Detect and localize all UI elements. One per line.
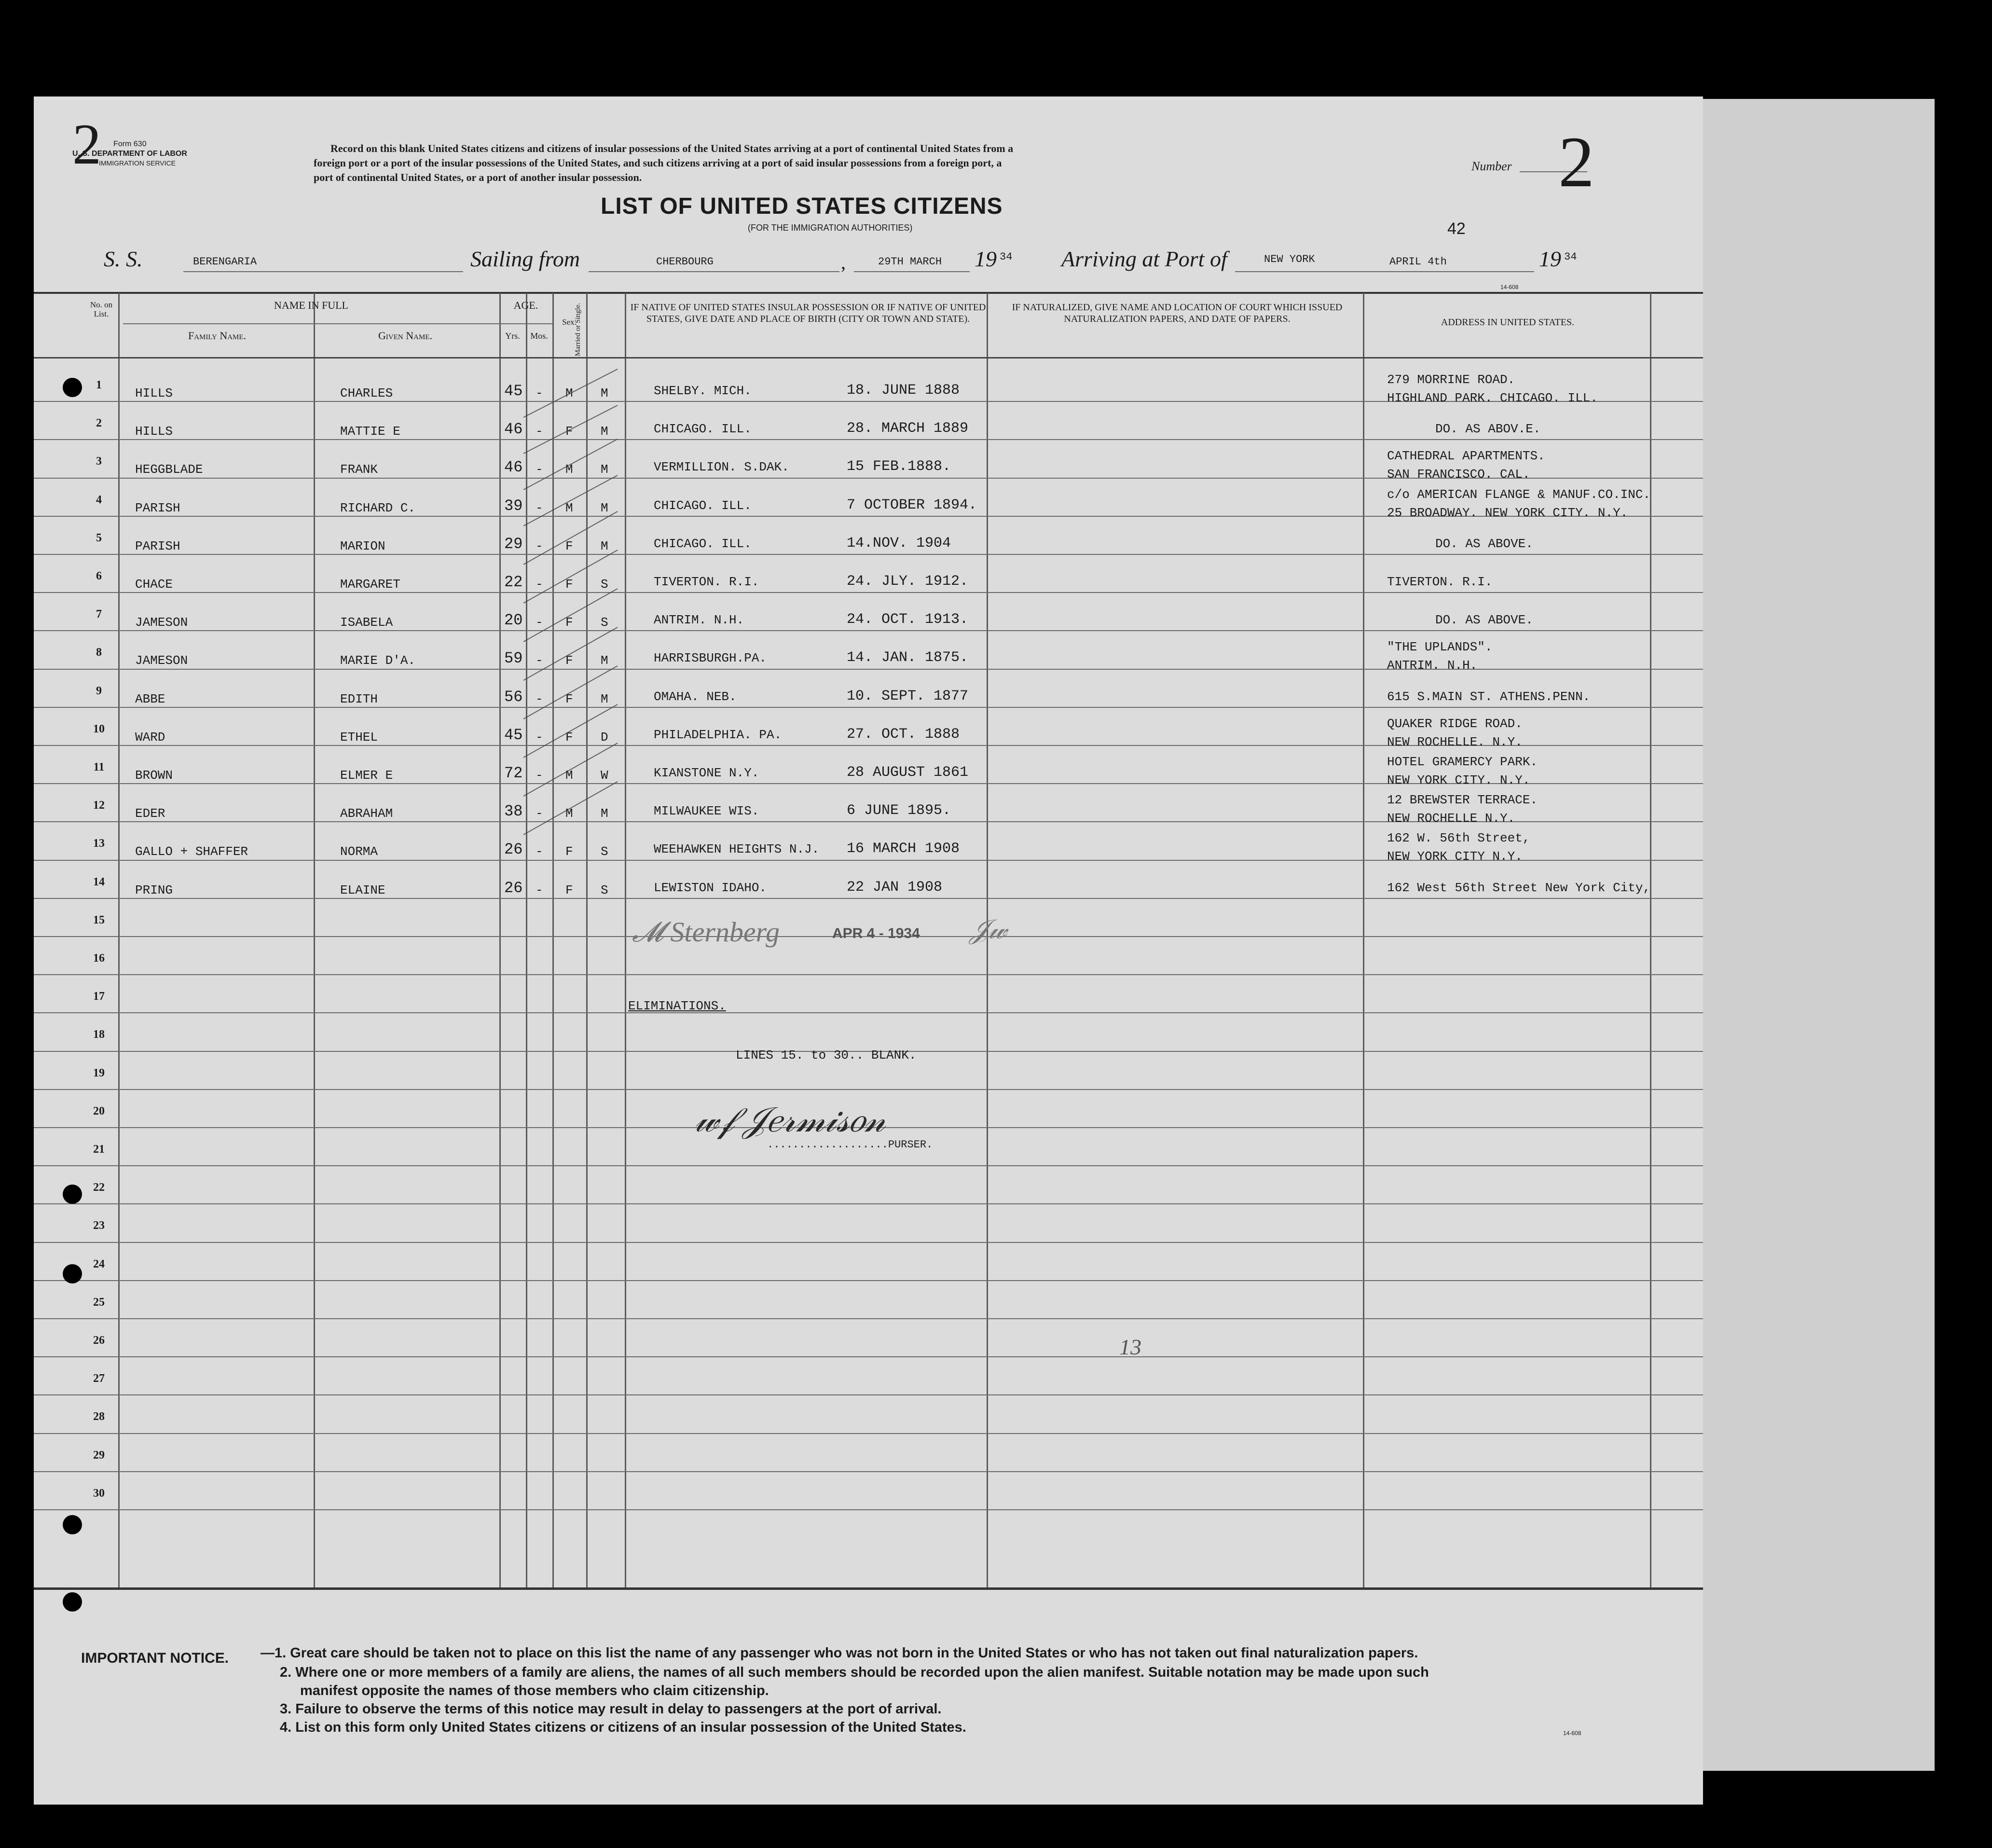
sex: F [565,424,573,439]
line-number: 6 [96,570,102,582]
row-rule [34,1509,1703,1510]
birth-date: 28. MARCH 1889 [847,420,969,437]
sailing-from-label: Sailing from [470,247,580,271]
given-name: MARIE D'A. [340,653,416,668]
row-rule [34,1280,1703,1281]
birth-date: 10. SEPT. 1877 [847,688,969,704]
form-number: Form 630 [113,140,147,148]
header-bottom-rule [34,357,1703,359]
marital-status: S [601,844,608,859]
given-name: ETHEL [340,730,378,745]
line-number: 21 [93,1143,105,1156]
age-years: 38 [504,802,523,821]
year-prefix-1: 19 [975,247,997,271]
marital-status: S [601,615,608,630]
given-name: ABRAHAM [340,806,393,821]
birth-place: OMAHA. NEB. [654,689,737,704]
age-years: 72 [504,764,523,782]
family-name: PARISH [135,538,180,553]
line-number: 3 [96,455,102,468]
line-number: 9 [96,684,102,697]
notice-item-2a: 2. Where one or more members of a family are aliens, the names of all such members should be recorded upon the alien manifest. Suitable notation may be made upon such [280,1665,1429,1680]
age-years: 26 [504,841,523,859]
age-months: - [536,500,543,515]
address-line: 279 MORRINE ROAD. [1387,372,1515,387]
sex: M [565,386,573,400]
page-number: 13 [1119,1335,1141,1359]
address-line: 162 West 56th Street New York City, [1387,880,1651,895]
line-number: 24 [93,1257,105,1270]
address-line: DO. AS ABOVE. [1435,536,1533,551]
line-number: 2 [96,417,102,430]
handwritten-number-left: 2 [72,112,101,176]
age-months: - [536,730,543,745]
row-rule [34,1165,1703,1166]
row-rule [34,630,1703,631]
age-years: 22 [504,573,523,591]
sex: F [565,538,573,553]
purser-signature: 𝓌𝒻 𝒥𝑒𝓇𝓂𝒾𝓈𝑜𝓃 [695,1101,886,1139]
eliminations-label: ELIMINATIONS. [628,999,726,1013]
row-rule [34,1089,1703,1090]
family-name: HILLS [135,386,173,400]
punch-hole [63,378,82,397]
age-months: - [536,691,543,706]
manifest-sheet [34,97,1703,1805]
line-number: 19 [93,1066,105,1079]
sex: F [565,577,573,592]
address-line: DO. AS ABOVE. [1435,613,1533,628]
birth-date: 24. JLY. 1912. [847,573,969,590]
column-rule [314,293,315,1587]
birth-date: 27. OCT. 1888 [847,726,960,743]
instructions-line-2: foreign port or a port of the insular possessions of the United States, and such citizens arriving at a port of said insular possessions from a foreign port, a [314,157,1002,169]
arrival-stamp: APR 4 - 1934 [832,925,920,941]
arriving-label: Arriving at Port of [1061,247,1227,271]
address-line: "THE UPLANDS". [1387,640,1493,655]
given-name: ELAINE [340,883,385,897]
arrival-date: APRIL 4th [1389,256,1447,268]
age-months: - [536,768,543,783]
given-name: ISABELA [340,615,393,630]
address-line: HIGHLAND PARK. CHICAGO. ILL. [1387,391,1598,405]
address-line: HOTEL GRAMERCY PARK. [1387,755,1538,769]
marital-status: M [601,462,608,477]
age-years: 20 [504,611,523,630]
line-number: 12 [93,799,105,812]
age-years: 56 [504,688,523,706]
address-line: c/o AMERICAN FLANGE & MANUF.CO.INC. [1387,487,1651,502]
row-rule [34,1471,1703,1472]
birth-place: ANTRIM. N.H. [654,613,744,628]
column-rule [1363,293,1364,1587]
arrival-line [1235,271,1534,272]
row-rule [34,1318,1703,1319]
given-name: RICHARD C. [340,500,416,515]
ship-name: BERENGARIA [193,256,257,268]
birth-place: SHELBY. MICH. [654,384,752,398]
birth-place: CHICAGO. ILL. [654,498,752,513]
address-line: NEW ROCHELLE N.Y. [1387,811,1515,826]
address-line: ANTRIM. N.H. [1387,658,1478,673]
birth-place: CHICAGO. ILL. [654,536,752,551]
age-months: - [536,538,543,553]
birth-place: PHILADELPHIA. PA. [654,727,782,742]
sex: F [565,730,573,745]
notice-item-4: 4. List on this form only United States citizens or citizens of an insular possession of the United States. [280,1720,966,1735]
marital-status: S [601,577,608,592]
sex: M [565,500,573,515]
line-number: 28 [93,1410,105,1423]
birth-place: VERMILLION. S.DAK. [654,460,789,475]
sex: F [565,883,573,897]
column-rule [499,293,501,1587]
number-label: Number [1471,159,1512,173]
given-name: FRANK [340,462,378,477]
family-name: GALLO + SHAFFER [135,844,248,859]
family-name: PARISH [135,500,180,515]
year-prefix-2: 19 [1539,247,1561,271]
birth-place: CHICAGO. ILL. [654,422,752,437]
age-years: 46 [504,420,523,439]
header-years: Yrs. [505,331,520,341]
header-subrule [123,323,552,324]
sailing-year: 34 [1000,251,1013,263]
family-name: BROWN [135,768,173,783]
header-naturalized: IF NATURALIZED, GIVE NAME AND LOCATION OF COURT WHICH ISSUED NATURALIZATION PAPERS, AND DATE OF PAPERS. [1012,302,1343,324]
birth-date: 16 MARCH 1908 [847,841,960,857]
family-name: HILLS [135,424,173,439]
sex: F [565,653,573,668]
header-name-in-full: NAME IN FULL [274,299,348,311]
sailing-port-line [589,271,839,272]
family-name: HEGGBLADE [135,462,203,477]
address-line: SAN FRANCISCO. CAL. [1387,467,1530,482]
form-subtitle: (FOR THE IMMIGRATION AUTHORITIES) [748,223,913,233]
address-line: 615 S.MAIN ST. ATHENS.PENN. [1387,689,1591,704]
punch-hole [63,1515,82,1534]
purser-label: ...................PURSER. [767,1139,933,1151]
given-name: NORMA [340,844,378,859]
sex: F [565,615,573,630]
tally-strokes [521,367,632,873]
family-name: ABBE [135,691,165,706]
address-line: 25 BROADWAY. NEW YORK CITY. N.Y. [1387,505,1628,520]
family-name: CHACE [135,577,173,592]
ss-label: S. S. [104,247,143,271]
age-years: 46 [504,458,523,477]
birth-date: 18. JUNE 1888 [847,382,960,399]
header-native-birth: IF NATIVE OF UNITED STATES INSULAR POSSESSION OR IF NATIVE OF UNITED STATES, GIVE DATE AND PLACE OF BIRTH (CITY OR TOWN AND STATE). [630,302,986,324]
birth-date: 28 AUGUST 1861 [847,764,969,781]
birth-date: 22 JAN 1908 [847,879,943,896]
address-line: 162 W. 56th Street, [1387,831,1530,846]
line-number: 11 [93,761,105,773]
row-rule [34,592,1703,593]
page-mark: 42 [1447,220,1466,238]
birth-place: WEEHAWKEN HEIGHTS N.J. [654,842,820,857]
birth-date: 24. OCT. 1913. [847,611,969,628]
birth-place: HARRISBURGH.PA. [654,651,767,666]
next-page-edge [1703,99,1935,1771]
header-age: AGE. [513,299,538,311]
instructions-line-3: port of continental United States, or a port of another insular possession. [314,171,642,183]
row-rule [34,1356,1703,1357]
stamp-signature: 𝓜 Sternberg [632,916,780,948]
marital-status: S [601,883,608,897]
arrival-port: NEW YORK [1264,253,1315,265]
birth-place: KIANSTONE N.Y. [654,766,759,780]
address-line: NEW ROCHELLE. N.Y. [1387,734,1523,749]
line-number: 17 [93,990,105,1003]
marital-status: M [601,538,608,553]
header-no: No. on List. [90,300,113,318]
age-months: - [536,615,543,630]
age-months: - [536,424,543,439]
given-name: EDITH [340,691,378,706]
row-rule [34,1394,1703,1395]
table-bottom-rule [34,1587,1703,1590]
given-name: ELMER E [340,768,393,783]
age-months: - [536,462,543,477]
line-number: 30 [93,1487,105,1500]
department: U. S. DEPARTMENT OF LABOR [72,150,187,158]
age-years: 45 [504,382,523,400]
marital-status: W [601,768,608,783]
line-number: 25 [93,1296,105,1309]
address-line: TIVERTON. R.I. [1387,575,1493,589]
sex: M [565,462,573,477]
line-number: 10 [93,722,105,735]
row-rule [34,1242,1703,1243]
row-rule [34,707,1703,708]
service: IMMIGRATION SERVICE [99,159,176,167]
row-rule [34,1433,1703,1434]
given-name: CHARLES [340,386,393,400]
given-name: MARGARET [340,577,400,592]
family-name: JAMESON [135,615,188,630]
sailing-date-line [854,271,970,272]
line-number: 23 [93,1219,105,1232]
birth-place: LEWISTON IDAHO. [654,880,767,895]
notice-item-1: —1. Great care should be taken not to place on this list the name of any passenger who was not born in the United States or who has not taken out final naturalization papers. [261,1645,1418,1661]
sex: M [565,768,573,783]
notice-label: IMPORTANT NOTICE. [81,1650,229,1666]
address-line: QUAKER RIDGE ROAD. [1387,716,1523,731]
notice-item-2b: manifest opposite the names of those members who claim citizenship. [300,1683,769,1698]
family-name: WARD [135,730,165,745]
line-number: 15 [93,913,105,926]
sailing-port: CHERBOURG [656,256,714,268]
birth-date: 15 FEB.1888. [847,458,951,475]
header-months: Mos. [530,331,548,341]
marital-status: M [601,691,608,706]
family-name: PRING [135,883,173,897]
handwritten-number-right: 2 [1558,122,1594,202]
arrival-year: 34 [1564,251,1577,263]
line-number: 8 [96,646,102,659]
notice-item-3: 3. Failure to observe the terms of this notice may result in delay to passengers at the port of arrival. [280,1701,942,1717]
punch-hole [63,1592,82,1612]
age-years: 59 [504,649,523,668]
line-number: 18 [93,1028,105,1041]
line-number: 20 [93,1104,105,1117]
instructions-line-1: Record on this blank United States citizens and citizens of insular possessions of the United States arriving at a port of continental United States from a [330,142,1014,154]
header-given-name: Given Name. [378,330,432,342]
line-number: 7 [96,608,102,621]
address-line: CATHEDRAL APARTMENTS. [1387,449,1545,464]
row-rule [34,554,1703,555]
row-rule [34,1203,1703,1204]
header-subrule [499,323,552,324]
column-rule [118,293,120,1587]
sex: F [565,844,573,859]
age-months: - [536,844,543,859]
comma-1: , [841,251,846,273]
inspector-initials: 𝒥𝓌 [970,915,1007,945]
birth-date: 14. JAN. 1875. [847,649,969,666]
punch-hole [63,1185,82,1204]
address-line: NEW YORK CITY N.Y. [1387,849,1523,864]
birth-date: 14.NOV. 1904 [847,535,951,552]
row-rule [34,898,1703,899]
age-months: - [536,653,543,668]
age-months: - [536,577,543,592]
sex: M [565,806,573,821]
sex: F [565,691,573,706]
age-months: - [536,883,543,897]
marital-status: M [601,500,608,515]
line-number: 22 [93,1181,105,1194]
birth-place: TIVERTON. R.I. [654,575,759,589]
line-number: 26 [93,1334,105,1347]
family-name: JAMESON [135,653,188,668]
header-sex: Sex. [562,317,577,327]
row-rule [34,1012,1703,1013]
ship-line [183,271,463,272]
row-rule [34,439,1703,440]
punch-hole [63,1264,82,1283]
given-name: MARION [340,538,385,553]
line-number: 29 [93,1448,105,1462]
line-number: 4 [96,493,102,506]
marital-status: M [601,424,608,439]
small-code: 14-608 [1500,284,1519,290]
line-number: 16 [93,952,105,965]
age-years: 29 [504,535,523,553]
header-family-name: Family Name. [188,330,247,342]
marital-status: M [601,653,608,668]
age-years: 45 [504,726,523,744]
header-address: ADDRESS IN UNITED STATES. [1441,317,1575,328]
age-years: 26 [504,879,523,897]
family-name: EDER [135,806,165,821]
line-number: 1 [96,379,102,391]
birth-date: 7 OCTOBER 1894. [847,496,977,513]
row-rule [34,974,1703,975]
address-line: NEW YORK CITY. N.Y. [1387,773,1530,787]
marital-status: D [601,730,608,745]
given-name: MATTIE E [340,424,400,439]
line-number: 5 [96,531,102,544]
age-months: - [536,806,543,821]
table-top-rule [34,292,1703,294]
marital-status: M [601,806,608,821]
marital-status: M [601,386,608,400]
notice-code: 14-608 [1563,1730,1581,1737]
header-married-single: Married or Single. [574,303,582,357]
address-line: 12 BREWSTER TERRACE. [1387,793,1538,808]
lines-blank-note: LINES 15. to 30.. BLANK. [736,1048,917,1062]
birth-date: 6 JUNE 1895. [847,802,951,819]
age-months: - [536,386,543,400]
address-line: DO. AS ABOV.E. [1435,422,1541,437]
form-title: LIST OF UNITED STATES CITIZENS [601,193,1003,219]
age-years: 39 [504,496,523,515]
birth-place: MILWAUKEE WIS. [654,804,759,819]
sailing-date: 29TH MARCH [878,256,942,268]
line-number: 14 [93,875,105,888]
line-number: 27 [93,1372,105,1385]
line-number: 13 [93,837,105,850]
